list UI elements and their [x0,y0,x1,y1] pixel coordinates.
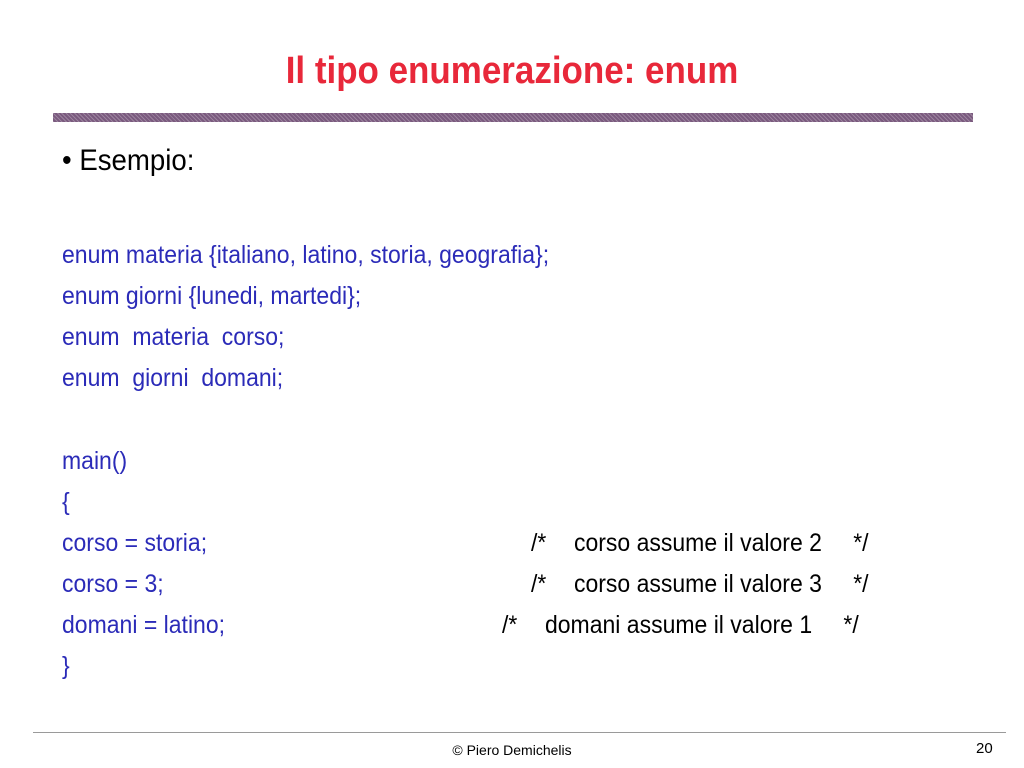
comment-open: /* [502,611,518,639]
comment-line-3 [502,611,859,640]
comment-line-2 [531,570,869,599]
comment-open: /* [531,529,547,557]
comment-close: */ [853,529,869,557]
comment-text: corso assume il valore 3 [573,570,822,598]
comment-open: /* [531,570,547,598]
code-line-main: main() [62,447,128,475]
code-line-decl-domani: enum giorni domani; [62,364,284,392]
comment-text: domani assume il valore 1 [544,611,813,639]
code-line-domani-latino: domani = latino; [62,611,226,639]
page-number: 20 [976,740,993,757]
comment-text: corso assume il valore 2 [573,529,822,557]
code-line-enum-materia: enum materia {italiano, latino, storia, geografia}; [62,241,550,269]
title-divider [53,113,973,122]
code-line-decl-corso: enum materia corso; [62,323,285,351]
comment-close: */ [843,611,859,639]
slide-title: Il tipo enumerazione: enum [285,50,739,92]
code-line-corso-storia: corso = storia; [62,529,208,557]
footer-copyright: © Piero Demichelis [452,742,572,758]
code-line-close-brace: } [62,652,70,680]
code-line-open-brace: { [62,488,70,516]
footer-divider [33,732,1006,733]
code-line-enum-giorni: enum giorni {lunedi, martedi}; [62,282,362,310]
code-line-corso-3: corso = 3; [62,570,164,598]
bullet-esempio: • Esempio: [62,144,195,177]
comment-line-1 [531,529,869,558]
comment-close: */ [853,570,869,598]
